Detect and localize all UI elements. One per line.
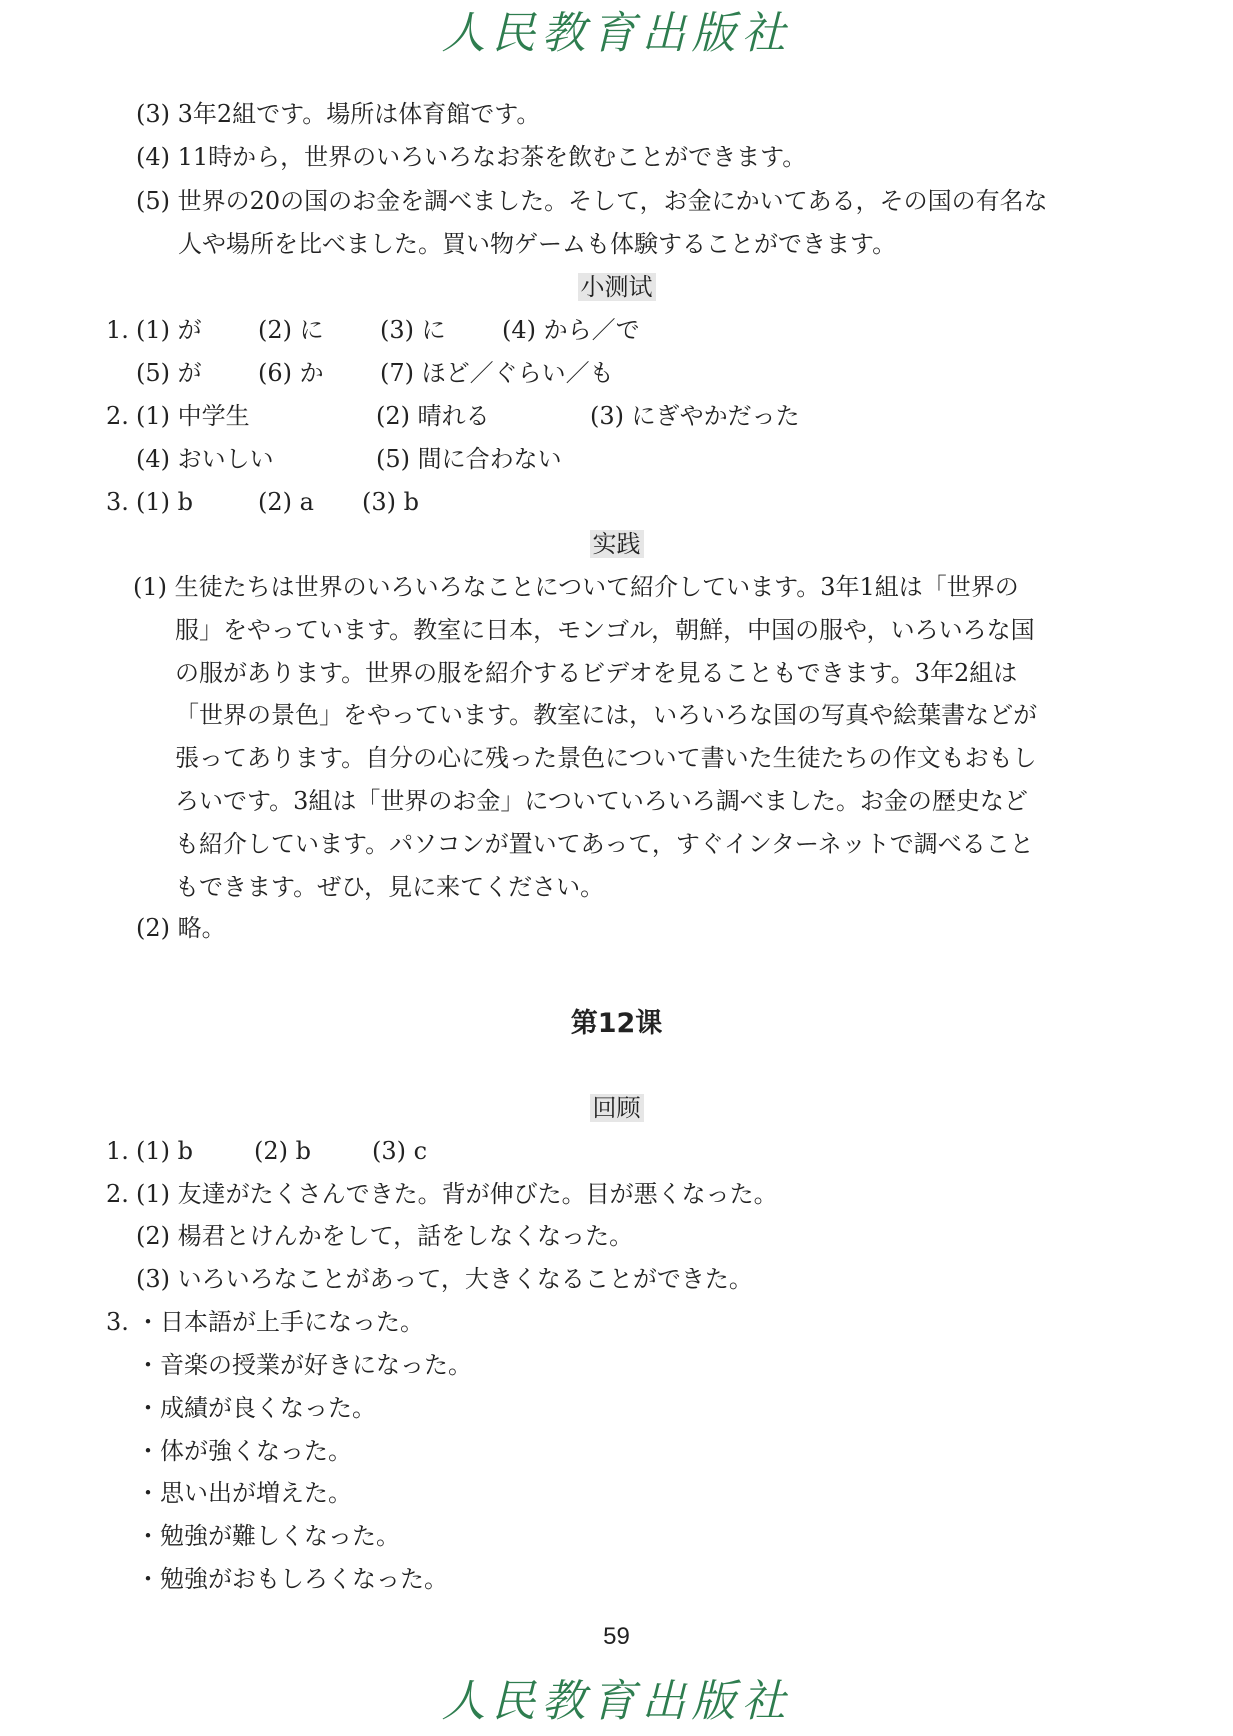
quiz-q3-answer-2: (2) a [258,488,314,516]
practice-line-5: 張ってあります。自分の心に残った景色について書いた生徒たちの作文もおもし [175,744,1037,772]
review-q3-row-1 [106,1306,424,1338]
quiz-q1-answer-2: (2) に [258,316,324,344]
practice-line-2: 服」をやっています。教室に日本，モンゴル，朝鮮，中国の服や，いろいろな国 [175,616,1035,644]
quiz-q2-answer-1: (1) 中学生 [136,402,250,430]
publisher-logo-top: 人民教育出版社 [441,8,792,59]
review-heading [0,1092,1233,1124]
practice-heading-text: 实践 [590,530,644,558]
review-q3-bullet-1: ・日本語が上手になった。 [136,1308,424,1336]
quiz-heading [0,271,1233,303]
review-q1-answer-3: (3) c [372,1137,428,1165]
practice-line-1: (1) 生徒たちは世界のいろいろなことについて紹介しています。3年1組は「世界の [133,573,1019,601]
publisher-logo-bottom: 人民教育出版社 [441,1676,792,1727]
review-q3-bullet-2: ・音楽の授業が好きになった。 [136,1351,472,1379]
review-q1-answer-2: (2) b [254,1137,311,1165]
practice-line-6: ろいです。3組は「世界のお金」についていろいろ調べました。お金の歴史など [175,787,1028,815]
quiz-q1-answer-1: (1) が [136,316,202,344]
quiz-q2-number: 2. [106,402,129,430]
top-line-4: 人や場所を比べました。買い物ゲームも体験することができます。 [178,230,897,258]
quiz-q2-row-1 [106,400,800,432]
quiz-q3-answer-1: (1) b [136,488,193,516]
quiz-q1-row-1 [106,314,640,346]
review-q3-bullet-4: ・体が強くなった。 [136,1437,352,1465]
review-q3-bullet-5: ・思い出が増えた。 [136,1479,352,1507]
practice-line-9: (2) 略。 [136,914,226,942]
quiz-q2-answer-4: (4) おいしい [136,445,274,473]
top-line-2: (4) 11時から，世界のいろいろなお茶を飲むことができます。 [136,143,807,171]
quiz-q3-answer-3: (3) b [362,488,419,516]
top-line-3: (5) 世界の20の国のお金を調べました。そして，お金にかいてある，その国の有名な [136,187,1048,215]
top-line-1: (3) 3年2組です。場所は体育館です。 [136,100,541,128]
quiz-heading-text: 小测试 [578,273,656,301]
review-q1-number: 1. [106,1137,129,1165]
quiz-q1-answer-7: (7) ほど／ぐらい／も [380,359,614,387]
review-q3-bullet-3: ・成績が良くなった。 [136,1394,376,1422]
quiz-q3-number: 3. [106,488,129,516]
review-q2-number: 2. [106,1180,129,1208]
practice-heading [0,528,1233,560]
quiz-q1-answer-6: (6) か [258,359,324,387]
review-q1-row [106,1135,427,1167]
quiz-q1-row-2 [136,357,614,389]
review-heading-text: 回顾 [590,1094,644,1122]
practice-line-3: の服があります。世界の服を紹介するビデオを見ることもできます。3年2組は [175,659,1018,687]
quiz-q2-answer-5: (5) 間に合わない [376,445,562,473]
review-q3-bullet-7: ・勉強がおもしろくなった。 [136,1565,448,1593]
review-q3-number: 3. [106,1308,129,1336]
review-q2-row-2: (2) 楊君とけんかをして，話をしなくなった。 [136,1222,634,1250]
review-q2-row-3: (3) いろいろなことがあって，大きくなることができた。 [136,1265,753,1293]
quiz-q1-number: 1. [106,316,129,344]
quiz-q2-answer-2: (2) 晴れる [376,402,490,430]
practice-line-8: もできます。ぜひ，見に来てください。 [175,873,605,901]
review-q3-bullet-6: ・勉強が難しくなった。 [136,1522,400,1550]
lesson-title: 第12课 [570,1008,663,1039]
page-number: 59 [603,1623,630,1650]
review-q2-row-1 [106,1178,778,1210]
practice-line-4: 「世界の景色」をやっています。教室には，いろいろな国の写真や絵葉書などが [175,701,1038,729]
quiz-q1-answer-3: (3) に [380,316,446,344]
quiz-q1-answer-4: (4) から／で [502,316,640,344]
review-q2-answer-1: (1) 友達がたくさんできた。背が伸びた。目が悪くなった。 [136,1180,778,1208]
practice-line-7: も紹介しています。パソコンが置いてあって，すぐインターネットで調べること [175,830,1034,858]
quiz-q2-answer-3: (3) にぎやかだった [590,402,800,430]
quiz-q1-answer-5: (5) が [136,359,202,387]
review-q1-answer-1: (1) b [136,1137,193,1165]
quiz-q3-row [106,486,419,518]
quiz-q2-row-2 [136,443,562,475]
